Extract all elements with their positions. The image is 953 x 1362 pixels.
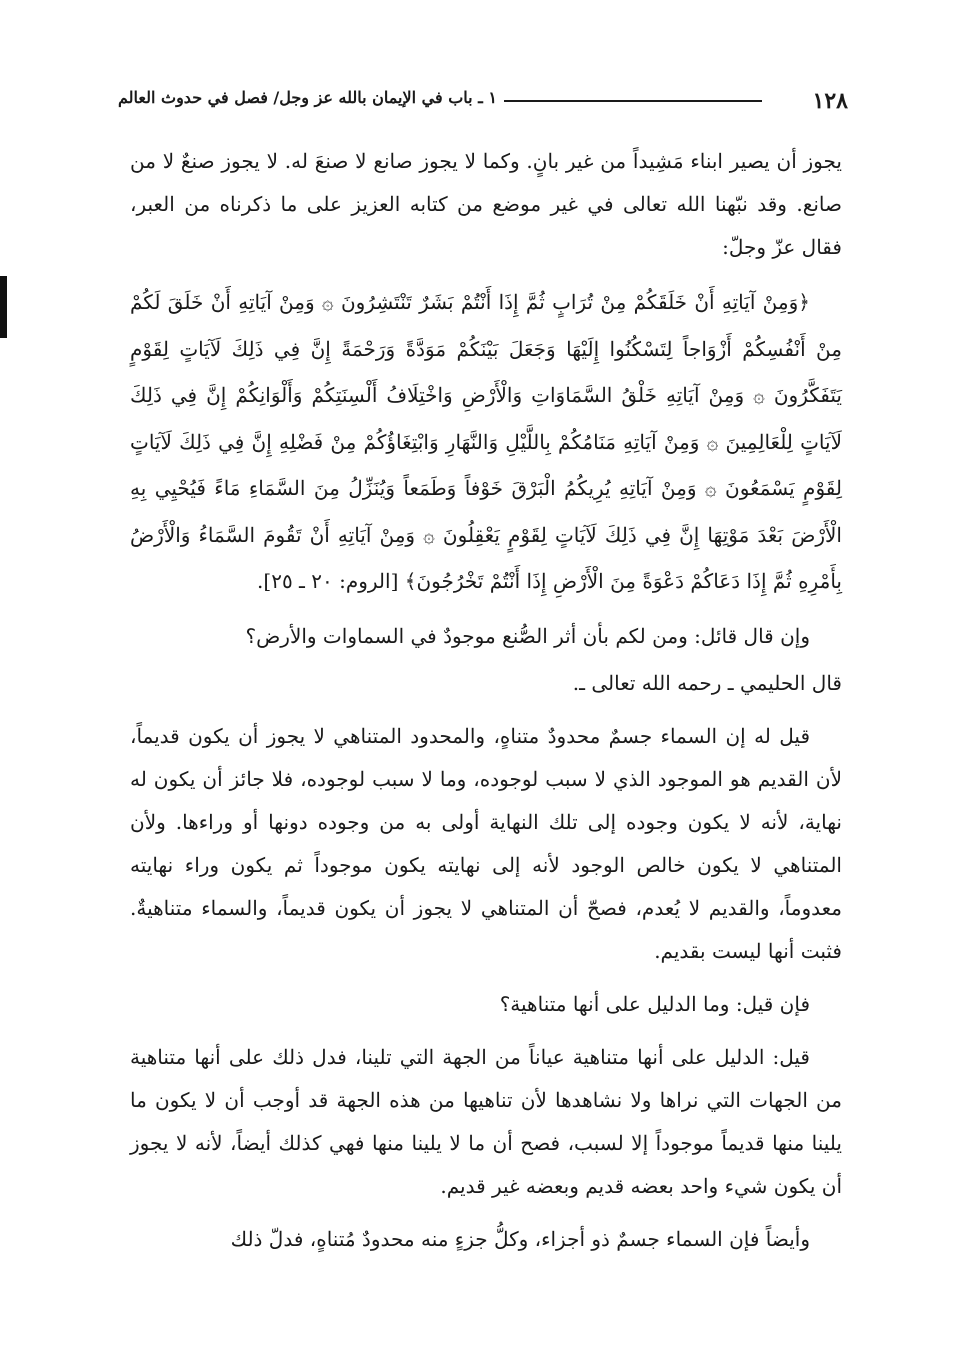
paragraph-intro: يجوز أن يصير ابناء مَشِيداً من غير بانٍ. وكما لا يجوز صانع لا صنعَ له. لا يجوز صنعٌ لا من صانع. وقد نبّهنا الله تعالى في غير موضع من كتابه العزيز على ما ذكرناه من العبر، فقال عزّ وجلّ:	[130, 149, 842, 259]
paragraph-answer-2: قيل: الدليل على أنها متناهية عياناً من الجهة التي تلينا، فدل ذلك على أنها متناهية من الجهات التي نراها ولا نشاهدها لأن تناهيها من هذه الجهة قد أوجب أن لا يكون ما يلينا منها قديماً موجوداً إلا لسبب، فصح أن ما لا يلينا منها فهي كذلك أيضاً، لأنه لا يجوز أن يكون شيء واحد بعضه قديم وبعضه غير قديم.	[130, 1044, 842, 1198]
page-number: ١٢٨	[812, 88, 848, 114]
margin-mark	[0, 276, 7, 338]
body-text	[130, 140, 842, 1271]
paragraph-answer: قيل له إن السماء جسمٌ محدودٌ متناهٍ، والمحدود المتناهي لا يجوز أن يكون قديماً، لأن القديم هو الموجود الذي لا سبب لوجوده، وما لا سبب لوجوده، فلا جائز أن يكون له نهاية، لأنه لا يكون وجوده إلى تلك النهاية أولى به من وجوده دونها أو وراءها. ولأن المتناهي لا يكون خالص الوجود لأنه إلى نهايته يكون موجوداً ثم يكون وراء نهايته معدوماً، والقديم لا يُعدم، فصحّ أن المتناهي لا يجوز أن يكون قديماً، والسماء متناهيةٌ. فثبت أنها ليست بقديم.	[130, 723, 842, 963]
quran-quote: ﴿وَمِنْ آيَاتِهِ أَنْ خَلَقَكُمْ مِنْ تُرَابٍ ثُمَّ إِذَا أَنْتُمْ بَشَرٌ تَنْتَشِرُونَ ۞ وَمِنْ آيَاتِهِ أَنْ خَلَقَ لَكُمْ مِنْ أَنْفُسِكُمْ أَزْوَاجاً لِتَسْكُنُوا إِلَيْهَا وَجَعَلَ بَيْنَكُمْ مَوَدَّةً وَرَحْمَةً إِنَّ فِي ذَلِكَ لَآيَاتٍ لِقَوْمٍ يَتَفَكَّرُونَ ۞ وَمِنْ آيَاتِهِ خَلْقُ السَّمَاوَاتِ وَالْأَرْضِ وَاخْتِلَافُ أَلْسِنَتِكُمْ وَأَلْوَانِكُمْ إِنَّ فِي ذَلِكَ لَآيَاتٍ لِلْعَالِمِينَ ۞ وَمِنْ آيَاتِهِ مَنَامُكُمْ بِاللَّيْلِ وَالنَّهَارِ وَابْتِغَاؤُكُمْ مِنْ فَضْلِهِ إِنَّ فِي ذَلِكَ لَآيَاتٍ لِقَوْمٍ يَسْمَعُونَ ۞ وَمِنْ آيَاتِهِ يُرِيكُمُ الْبَرْقَ خَوْفاً وَطَمَعاً وَيُنَزِّلُ مِنَ السَّمَاءِ مَاءً فَيُحْيِي بِهِ الْأَرْضَ بَعْدَ مَوْتِهَا إِنَّ فِي ذَلِكَ لَآيَاتٍ لِقَوْمٍ يَعْقِلُونَ ۞ وَمِنْ آيَاتِهِ أَنْ تَقُومَ السَّمَاءُ وَالْأَرْضُ بِأَمْرِهِ ثُمَّ إِذَا دَعَاكُمْ دَعْوَةً مِنَ الْأَرْضِ إِذَا أَنْتُمْ تَخْرُجُونَ﴾ [الروم: ٢٠ ـ ٢٥].	[130, 290, 842, 593]
paragraph-continuation: وأيضاً فإن السماء جسمٌ ذو أجزاء، وكلُّ جزءٍ منه محدودٌ مُتناهٍ، فدلّ ذلك	[230, 1226, 810, 1251]
header-rule	[504, 100, 762, 102]
paragraph-attribution: قال الحليمي ـ رحمه الله تعالى ـ.	[572, 670, 842, 695]
paragraph-question: وإن قال قائل: ومن لكم بأن أثر الصُّنع موجودٌ في السماوات والأرض؟	[245, 623, 810, 648]
running-title: ١ ـ باب في الإيمان بالله عز وجل/ فصل في حدوث العالم	[118, 88, 497, 107]
paragraph-question-2: فإن قيل: وما الدليل على أنها متناهية؟	[499, 991, 810, 1016]
page-header	[118, 86, 848, 116]
